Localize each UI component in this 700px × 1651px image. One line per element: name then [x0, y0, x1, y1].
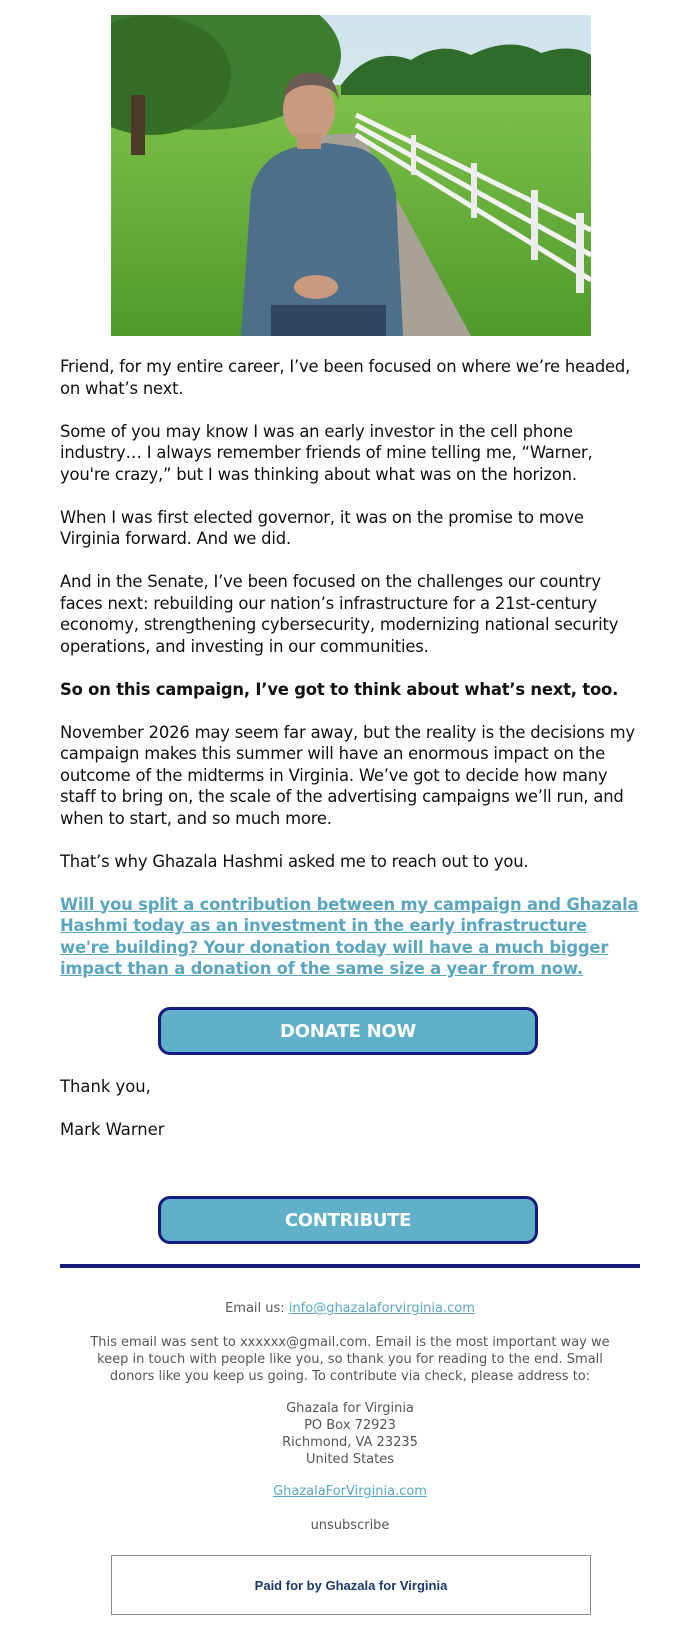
paragraph-1: Friend, for my entire career, I’ve been focused on where we’re headed, on what’s next. — [60, 357, 631, 398]
divider — [60, 1264, 640, 1268]
paragraph-6: November 2026 may seem far away, but the reality is the decisions my campaign makes this summer will have an enormous impact on the outcome of the midterms in Virginia. We’ve got to decide how many staff to bring on, the scale of the advertising campaigns we’ll run, and when to start, and so much more. — [60, 722, 635, 828]
contribute-button[interactable]: CONTRIBUTE — [158, 1196, 538, 1244]
letter-body — [60, 356, 640, 980]
paragraph-5: So on this campaign, I’ve got to think about what’s next, too. — [60, 679, 619, 699]
unsubscribe-link[interactable]: unsubscribe — [310, 1518, 390, 1533]
footer-site — [80, 1483, 620, 1500]
paragraph-7: That’s why Ghazala Hashmi asked me to reach out to you. — [60, 851, 529, 871]
address-line: Ghazala for Virginia — [286, 1401, 414, 1416]
hero-photo — [111, 15, 591, 336]
paragraph-4: And in the Senate, I’ve been focused on the challenges our country faces next: rebuilding our nation’s infrastructure for a 21st-century economy, strengthening cybersecurity, modernizing national security operations, and investing in our communities. — [60, 572, 619, 656]
paid-for-disclaimer: Paid for by Ghazala for Virginia — [111, 1555, 591, 1615]
email-label: Email us: — [225, 1301, 285, 1316]
footer-email-line — [80, 1300, 620, 1317]
address-line: Richmond, VA 23235 — [282, 1435, 418, 1450]
donate-now-button[interactable]: DONATE NOW — [158, 1007, 538, 1055]
paragraph-3: When I was first elected governor, it was on the promise to move Virginia forward. And we did. — [60, 507, 584, 548]
candidate-photo — [111, 15, 591, 336]
mailing-address — [80, 1400, 620, 1468]
email-link[interactable]: info@ghazalaforvirginia.com — [288, 1301, 475, 1316]
footer-notice: This email was sent to xxxxxx@gmail.com. Email is the most important way we keep in touch with people like you, so thank you for reading to the end. Small donors like you keep us going. To contribute via check, please address to: — [90, 1335, 610, 1384]
paragraph-2: Some of you may know I was an early investor in the cell phone industry… I always remember friends of mine telling me, “Warner, you're crazy,” but I was thinking about what was on the horizon. — [60, 421, 593, 484]
contribution-link[interactable]: Will you split a contribution between my campaign and Ghazala Hashmi today as an investment in the early infrastructure we're building? Your donation today will have a much bigger impact than a donation of the same size a year from now. — [60, 894, 639, 978]
signoff-thanks: Thank you, — [60, 1077, 151, 1096]
footer-unsubscribe — [80, 1517, 620, 1534]
site-link[interactable]: GhazalaForVirginia.com — [273, 1484, 427, 1499]
address-line: PO Box 72923 — [304, 1418, 396, 1433]
signoff-name: Mark Warner — [60, 1120, 165, 1139]
address-line: United States — [305, 1452, 395, 1467]
